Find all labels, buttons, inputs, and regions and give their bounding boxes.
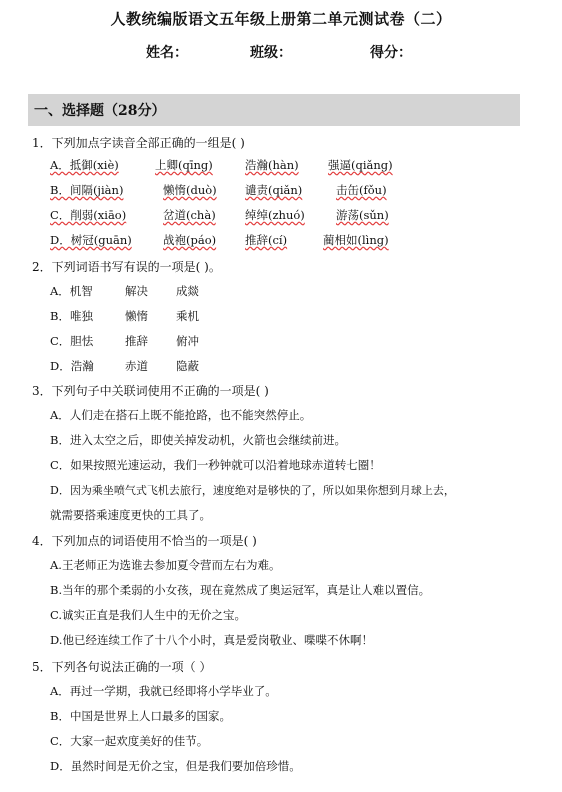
- q1-option-a-4: 强逼(qiǎng): [328, 158, 393, 172]
- q3-option-d-line1: D．因为乘坐喷气式飞机去旅行，速度绝对是够快的了，所以如果你想到月球上去，: [50, 484, 455, 497]
- q1-option-c-2: 岔道(chà): [163, 208, 216, 222]
- q2-option-a-2: 解决: [125, 284, 148, 298]
- q1-option-a-2: 上卿(qīng): [155, 158, 213, 172]
- q1-option-c-3: 绰绰(zhuó): [245, 208, 305, 222]
- q1-option-b-3: 谴责(qiǎn): [245, 183, 303, 197]
- section-heading-bar: [28, 94, 520, 126]
- q2-option-d-1: D．浩瀚: [50, 359, 94, 373]
- q3-option-c: C．如果按照光速运动，我们一秒钟就可以沿着地球赤道转七圈！: [50, 458, 381, 472]
- q2-option-a-3: 成燚: [176, 284, 199, 298]
- q2-option-b-1: B．唯独: [50, 309, 93, 323]
- q1-option-b-2: 懒惰(duò): [163, 183, 217, 197]
- question-5-stem: 5．下列各句说法正确的一项（ ）: [32, 660, 212, 674]
- q2-option-d-3: 隐蔽: [176, 359, 199, 373]
- q1-option-d-1: D．树冠(guān): [50, 233, 132, 247]
- q1-option-b-1: B．间隔(jiàn): [50, 183, 124, 197]
- q2-option-d-2: 赤道: [125, 359, 148, 373]
- question-2-stem: 2．下列词语书写有误的一项是( )。: [32, 260, 221, 274]
- question-3-stem: 3．下列句子中关联词使用不正确的一项是( ): [32, 384, 269, 398]
- name-label: 姓名：: [146, 45, 188, 61]
- q1-option-b-4: 击缶(fǒu): [336, 183, 387, 197]
- q5-option-b: B．中国是世界上人口最多的国家。: [50, 709, 231, 723]
- q3-option-b: B．进入太空之后，即使关掉发动机，火箭也会继续前进。: [50, 433, 346, 447]
- q4-option-b: B.当年的那个柔弱的小女孩，现在竟然成了奥运冠军，真是让人难以置信。: [50, 583, 431, 597]
- q5-option-a: A．再过一学期，我就已经即将小学毕业了。: [50, 684, 277, 698]
- q1-option-c-1: C．削弱(xiāo): [50, 208, 127, 222]
- q1-option-a-1: A．抵御(xiè): [50, 158, 119, 172]
- q1-option-d-3: 推辞(cí): [245, 233, 288, 247]
- q2-option-b-3: 乘机: [176, 309, 199, 323]
- q1-option-c-4: 游荡(sǔn): [336, 208, 389, 222]
- q5-option-d: D．虽然时间是无价之宝，但是我们要加倍珍惜。: [50, 759, 301, 773]
- q4-option-a: A.王老师正为选谁去参加夏令营而左右为难。: [50, 558, 281, 572]
- exam-title: 人教统编版语文五年级上册第二单元测试卷（二）: [110, 10, 452, 28]
- q4-option-c: C.诚实正直是我们人生中的无价之宝。: [50, 608, 247, 622]
- question-4-stem: 4．下列加点的词语使用不恰当的一项是( ): [32, 534, 257, 548]
- q1-option-a-3: 浩瀚(hàn): [245, 158, 299, 172]
- q4-option-d: D.他已经连续工作了十八个小时，真是爱岗敬业、喋喋不休啊！: [50, 633, 373, 647]
- score-label: 得分：: [370, 45, 412, 61]
- q2-option-a-1: A．机智: [50, 284, 93, 298]
- q2-option-c-1: C．胆怯: [50, 334, 94, 348]
- section-heading: 一、选择题（28分）: [34, 103, 166, 119]
- q2-option-c-3: 俯冲: [176, 334, 199, 348]
- q2-option-b-2: 懒惰: [125, 309, 148, 323]
- q5-option-c: C．大家一起欢度美好的佳节。: [50, 734, 209, 748]
- class-label: 班级：: [250, 45, 292, 61]
- question-1-stem: 1．下列加点字读音全部正确的一组是( ): [32, 136, 245, 150]
- q3-option-a: A．人们走在搭石上既不能抢路，也不能突然停止。: [50, 408, 312, 422]
- q1-option-d-4: 蔺相如(lìng): [323, 233, 389, 247]
- q1-option-d-2: 战袍(páo): [163, 233, 217, 247]
- q3-option-d-line2: 就需要搭乘速度更快的工具了。: [50, 508, 211, 522]
- q2-option-c-2: 推辞: [125, 334, 148, 348]
